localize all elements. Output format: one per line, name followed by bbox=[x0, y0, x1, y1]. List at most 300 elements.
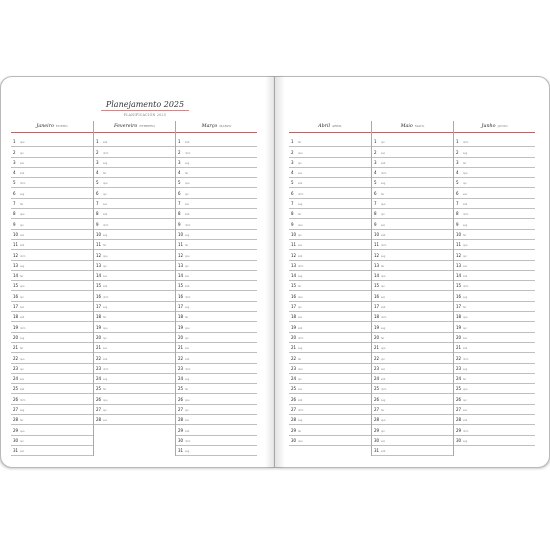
day-row[interactable] bbox=[289, 405, 371, 415]
planner-heading bbox=[101, 100, 189, 117]
day-number: 3 bbox=[13, 159, 16, 165]
day-row[interactable] bbox=[372, 312, 453, 322]
weekday-label: qua bbox=[185, 182, 190, 186]
day-number: 21 bbox=[13, 345, 19, 351]
day-row[interactable] bbox=[372, 374, 453, 384]
day-row[interactable] bbox=[454, 374, 535, 384]
day-row[interactable] bbox=[94, 415, 175, 425]
weekday-label: ter bbox=[463, 378, 467, 382]
day-row[interactable] bbox=[176, 425, 257, 435]
month-subname: MARZO bbox=[219, 124, 232, 128]
day-row[interactable] bbox=[372, 168, 453, 178]
weekday-label: dom bbox=[463, 429, 469, 433]
day-row[interactable] bbox=[289, 333, 371, 343]
day-row[interactable] bbox=[372, 425, 453, 435]
weekday-label: qui bbox=[298, 233, 302, 237]
weekday-label: qui bbox=[20, 439, 24, 443]
day-row[interactable] bbox=[94, 250, 175, 260]
day-number: 28 bbox=[96, 417, 102, 423]
weekday-label: seg bbox=[185, 306, 190, 310]
weekday-label: seg bbox=[185, 161, 190, 165]
weekday-label: ter bbox=[298, 213, 302, 217]
day-row[interactable] bbox=[454, 261, 535, 271]
month-column bbox=[175, 121, 257, 456]
day-row[interactable] bbox=[454, 415, 535, 425]
weekday-label: seg bbox=[103, 378, 108, 382]
weekday-label: qui bbox=[381, 141, 385, 145]
day-row[interactable] bbox=[176, 322, 257, 332]
weekday-label: sáb bbox=[298, 182, 303, 186]
day-row[interactable] bbox=[289, 374, 371, 384]
day-row[interactable] bbox=[94, 261, 175, 271]
day-row[interactable] bbox=[11, 158, 93, 168]
day-row[interactable] bbox=[454, 230, 535, 240]
day-row[interactable] bbox=[94, 240, 175, 250]
day-number: 26 bbox=[374, 396, 380, 402]
day-row[interactable] bbox=[11, 364, 93, 374]
empty-row bbox=[454, 446, 535, 456]
day-row[interactable] bbox=[11, 281, 93, 291]
day-number: 5 bbox=[374, 180, 377, 186]
weekday-label: sex bbox=[298, 172, 303, 176]
weekday-label: qui bbox=[463, 326, 467, 330]
weekday-label: sáb bbox=[185, 285, 190, 289]
day-row[interactable] bbox=[176, 333, 257, 343]
day-number: 11 bbox=[178, 242, 184, 248]
day-number: 17 bbox=[374, 304, 380, 310]
day-number: 10 bbox=[374, 231, 380, 237]
day-row[interactable] bbox=[372, 394, 453, 404]
weekday-label: sex bbox=[20, 233, 25, 237]
day-row[interactable] bbox=[11, 394, 93, 404]
day-number: 26 bbox=[456, 396, 462, 402]
day-row[interactable] bbox=[289, 209, 371, 219]
day-row[interactable] bbox=[176, 199, 257, 209]
day-number: 3 bbox=[96, 159, 99, 165]
day-row[interactable] bbox=[11, 209, 93, 219]
day-row[interactable] bbox=[11, 178, 93, 188]
day-row[interactable] bbox=[372, 302, 453, 312]
open-planner-book bbox=[0, 76, 550, 472]
weekday-label: sáb bbox=[298, 326, 303, 330]
weekday-label: seg bbox=[185, 378, 190, 382]
weekday-label: qua bbox=[381, 203, 386, 207]
month-days bbox=[94, 133, 175, 456]
day-row[interactable] bbox=[454, 178, 535, 188]
month-subname: ENERO bbox=[55, 124, 68, 128]
month-subname: MAYO bbox=[414, 124, 425, 128]
day-row[interactable] bbox=[454, 209, 535, 219]
month-column bbox=[11, 121, 93, 456]
day-row[interactable] bbox=[11, 436, 93, 446]
day-row[interactable] bbox=[176, 178, 257, 188]
day-row[interactable] bbox=[94, 322, 175, 332]
day-row[interactable] bbox=[454, 188, 535, 198]
day-row[interactable] bbox=[454, 250, 535, 260]
day-row[interactable] bbox=[11, 219, 93, 229]
day-number: 29 bbox=[374, 427, 380, 433]
weekday-label: sáb bbox=[103, 285, 108, 289]
day-row[interactable] bbox=[289, 364, 371, 374]
weekday-label: dom bbox=[298, 192, 304, 196]
day-row[interactable] bbox=[372, 240, 453, 250]
day-row[interactable] bbox=[11, 322, 93, 332]
weekday-label: seg bbox=[381, 182, 386, 186]
day-row[interactable] bbox=[176, 384, 257, 394]
day-row[interactable] bbox=[176, 271, 257, 281]
day-row[interactable] bbox=[176, 147, 257, 157]
day-row[interactable] bbox=[11, 261, 93, 271]
day-row[interactable] bbox=[372, 405, 453, 415]
weekday-label: sex bbox=[381, 223, 386, 227]
day-row[interactable] bbox=[176, 188, 257, 198]
day-row[interactable] bbox=[372, 436, 453, 446]
day-number: 20 bbox=[13, 334, 19, 340]
day-row[interactable] bbox=[289, 219, 371, 229]
weekday-label: sáb bbox=[20, 316, 25, 320]
day-row[interactable] bbox=[176, 230, 257, 240]
weekday-label: sex bbox=[298, 316, 303, 320]
weekday-label: seg bbox=[298, 347, 303, 351]
day-row[interactable] bbox=[176, 158, 257, 168]
day-row[interactable] bbox=[94, 137, 175, 147]
day-row[interactable] bbox=[94, 302, 175, 312]
weekday-label: sex bbox=[381, 151, 386, 155]
day-number: 23 bbox=[456, 365, 462, 371]
day-row[interactable] bbox=[454, 436, 535, 446]
day-row[interactable] bbox=[372, 178, 453, 188]
weekday-label: sex bbox=[381, 439, 386, 443]
day-row[interactable] bbox=[94, 374, 175, 384]
weekday-label: seg bbox=[463, 223, 468, 227]
day-row[interactable] bbox=[11, 312, 93, 322]
day-row[interactable] bbox=[289, 343, 371, 353]
weekday-label: sáb bbox=[463, 347, 468, 351]
day-row[interactable] bbox=[454, 343, 535, 353]
day-number: 21 bbox=[96, 345, 102, 351]
day-row[interactable] bbox=[289, 271, 371, 281]
day-row[interactable] bbox=[372, 261, 453, 271]
day-row[interactable] bbox=[11, 230, 93, 240]
day-row[interactable] bbox=[11, 425, 93, 435]
day-row[interactable] bbox=[289, 312, 371, 322]
day-row[interactable] bbox=[454, 168, 535, 178]
day-number: 11 bbox=[96, 242, 102, 248]
weekday-label: ter bbox=[20, 419, 24, 423]
day-row[interactable] bbox=[176, 291, 257, 301]
day-number: 6 bbox=[13, 190, 16, 196]
day-row[interactable] bbox=[11, 302, 93, 312]
day-row[interactable] bbox=[454, 394, 535, 404]
day-row[interactable] bbox=[11, 353, 93, 363]
day-row[interactable] bbox=[289, 322, 371, 332]
day-row[interactable] bbox=[289, 188, 371, 198]
day-row[interactable] bbox=[94, 281, 175, 291]
day-row[interactable] bbox=[372, 384, 453, 394]
day-row[interactable] bbox=[454, 147, 535, 157]
weekday-label: sáb bbox=[298, 254, 303, 258]
day-row[interactable] bbox=[372, 415, 453, 425]
day-row[interactable] bbox=[454, 219, 535, 229]
day-row[interactable] bbox=[176, 312, 257, 322]
day-row[interactable] bbox=[94, 147, 175, 157]
month-name: Abril bbox=[318, 124, 331, 129]
weekday-label: qua bbox=[185, 326, 190, 330]
weekday-label: dom bbox=[381, 388, 387, 392]
weekday-label: sex bbox=[185, 347, 190, 351]
day-row[interactable] bbox=[372, 199, 453, 209]
day-row[interactable] bbox=[289, 137, 371, 147]
weekday-label: qua bbox=[20, 357, 25, 361]
weekday-label: qua bbox=[463, 316, 468, 320]
day-row[interactable] bbox=[454, 425, 535, 435]
day-row[interactable] bbox=[372, 209, 453, 219]
day-row[interactable] bbox=[176, 219, 257, 229]
day-row[interactable] bbox=[289, 158, 371, 168]
month-header bbox=[372, 121, 453, 133]
day-row[interactable] bbox=[94, 158, 175, 168]
day-number: 14 bbox=[178, 273, 184, 279]
day-row[interactable] bbox=[11, 333, 93, 343]
day-row[interactable] bbox=[372, 343, 453, 353]
right-month-grid bbox=[289, 121, 535, 456]
day-number: 12 bbox=[178, 252, 184, 258]
month-name: Janeiro bbox=[36, 124, 54, 129]
weekday-label: dom bbox=[20, 326, 26, 330]
day-row[interactable] bbox=[289, 168, 371, 178]
day-row[interactable] bbox=[454, 281, 535, 291]
day-row[interactable] bbox=[454, 384, 535, 394]
day-row[interactable] bbox=[289, 415, 371, 425]
day-number: 10 bbox=[13, 231, 19, 237]
day-row[interactable] bbox=[176, 261, 257, 271]
day-row[interactable] bbox=[11, 405, 93, 415]
day-row[interactable] bbox=[176, 281, 257, 291]
day-row[interactable] bbox=[372, 137, 453, 147]
day-row[interactable] bbox=[454, 322, 535, 332]
day-row[interactable] bbox=[454, 158, 535, 168]
day-number: 28 bbox=[456, 417, 462, 423]
day-row[interactable] bbox=[176, 250, 257, 260]
day-row[interactable] bbox=[289, 384, 371, 394]
day-row[interactable] bbox=[94, 271, 175, 281]
day-number: 17 bbox=[13, 304, 19, 310]
day-row[interactable] bbox=[289, 147, 371, 157]
day-row[interactable] bbox=[372, 147, 453, 157]
day-number: 14 bbox=[13, 273, 19, 279]
weekday-label: sex bbox=[185, 419, 190, 423]
day-row[interactable] bbox=[176, 209, 257, 219]
month-subname: JUNIO bbox=[497, 124, 508, 128]
day-row[interactable] bbox=[454, 333, 535, 343]
day-row[interactable] bbox=[454, 353, 535, 363]
day-number: 30 bbox=[178, 437, 184, 443]
day-number: 8 bbox=[13, 211, 16, 217]
day-row[interactable] bbox=[289, 353, 371, 363]
day-row[interactable] bbox=[454, 271, 535, 281]
day-row[interactable] bbox=[176, 446, 257, 456]
day-row[interactable] bbox=[94, 199, 175, 209]
day-row[interactable] bbox=[11, 240, 93, 250]
day-row[interactable] bbox=[11, 291, 93, 301]
day-row[interactable] bbox=[372, 158, 453, 168]
day-row[interactable] bbox=[176, 302, 257, 312]
day-row[interactable] bbox=[94, 353, 175, 363]
day-row[interactable] bbox=[176, 353, 257, 363]
day-row[interactable] bbox=[94, 384, 175, 394]
day-row[interactable] bbox=[11, 446, 93, 456]
day-row[interactable] bbox=[372, 291, 453, 301]
day-row[interactable] bbox=[289, 436, 371, 446]
day-row[interactable] bbox=[454, 405, 535, 415]
day-row[interactable] bbox=[94, 188, 175, 198]
day-number: 14 bbox=[456, 273, 462, 279]
day-row[interactable] bbox=[176, 168, 257, 178]
day-row[interactable] bbox=[454, 199, 535, 209]
day-number: 8 bbox=[178, 211, 181, 217]
day-number: 8 bbox=[291, 211, 294, 217]
day-number: 25 bbox=[13, 386, 19, 392]
weekday-label: ter bbox=[463, 306, 467, 310]
day-row[interactable] bbox=[372, 353, 453, 363]
day-row[interactable] bbox=[372, 230, 453, 240]
day-row[interactable] bbox=[94, 333, 175, 343]
day-number: 13 bbox=[178, 262, 184, 268]
day-row[interactable] bbox=[11, 384, 93, 394]
day-row[interactable] bbox=[372, 188, 453, 198]
day-number: 22 bbox=[178, 355, 184, 361]
weekday-label: qua bbox=[20, 141, 25, 145]
day-number: 23 bbox=[291, 365, 297, 371]
day-row[interactable] bbox=[11, 415, 93, 425]
day-row[interactable] bbox=[372, 219, 453, 229]
day-row[interactable] bbox=[176, 405, 257, 415]
day-row[interactable] bbox=[11, 250, 93, 260]
weekday-label: qua bbox=[20, 429, 25, 433]
day-row[interactable] bbox=[372, 333, 453, 343]
day-row[interactable] bbox=[11, 343, 93, 353]
day-row[interactable] bbox=[454, 364, 535, 374]
day-row[interactable] bbox=[94, 405, 175, 415]
day-row[interactable] bbox=[289, 199, 371, 209]
day-row[interactable] bbox=[11, 137, 93, 147]
day-row[interactable] bbox=[176, 374, 257, 384]
weekday-label: dom bbox=[463, 213, 469, 217]
day-row[interactable] bbox=[289, 281, 371, 291]
weekday-label: ter bbox=[20, 203, 24, 207]
day-row[interactable] bbox=[454, 240, 535, 250]
weekday-label: qua bbox=[463, 244, 468, 248]
day-row[interactable] bbox=[372, 281, 453, 291]
day-row[interactable] bbox=[94, 394, 175, 404]
weekday-label: qui bbox=[103, 264, 107, 268]
day-row[interactable] bbox=[454, 312, 535, 322]
day-number: 12 bbox=[13, 252, 19, 258]
weekday-label: qua bbox=[298, 223, 303, 227]
day-row[interactable] bbox=[289, 230, 371, 240]
day-row[interactable] bbox=[372, 271, 453, 281]
day-row[interactable] bbox=[372, 250, 453, 260]
day-row[interactable] bbox=[289, 291, 371, 301]
day-row[interactable] bbox=[454, 291, 535, 301]
day-number: 24 bbox=[178, 376, 184, 382]
day-row[interactable] bbox=[372, 322, 453, 332]
day-row[interactable] bbox=[94, 168, 175, 178]
month-column bbox=[371, 121, 453, 456]
day-row[interactable] bbox=[289, 394, 371, 404]
day-row[interactable] bbox=[11, 271, 93, 281]
day-row[interactable] bbox=[94, 230, 175, 240]
day-row[interactable] bbox=[289, 302, 371, 312]
weekday-label: sáb bbox=[381, 161, 386, 165]
day-row[interactable] bbox=[289, 425, 371, 435]
weekday-label: seg bbox=[20, 192, 25, 196]
day-row[interactable] bbox=[94, 219, 175, 229]
day-row[interactable] bbox=[94, 291, 175, 301]
day-row[interactable] bbox=[176, 436, 257, 446]
day-row[interactable] bbox=[372, 446, 453, 456]
day-row[interactable] bbox=[176, 240, 257, 250]
day-row[interactable] bbox=[94, 343, 175, 353]
weekday-label: dom bbox=[185, 295, 191, 299]
day-row[interactable] bbox=[454, 137, 535, 147]
day-number: 10 bbox=[456, 231, 462, 237]
weekday-label: qui bbox=[463, 182, 467, 186]
day-number: 31 bbox=[374, 448, 380, 454]
day-row[interactable] bbox=[94, 312, 175, 322]
day-row[interactable] bbox=[176, 137, 257, 147]
month-days bbox=[454, 133, 535, 456]
day-row[interactable] bbox=[289, 240, 371, 250]
day-row[interactable] bbox=[94, 209, 175, 219]
day-row[interactable] bbox=[289, 261, 371, 271]
day-number: 14 bbox=[374, 273, 380, 279]
day-row[interactable] bbox=[289, 178, 371, 188]
day-number: 15 bbox=[291, 283, 297, 289]
day-row[interactable] bbox=[94, 364, 175, 374]
weekday-label: sex bbox=[103, 347, 108, 351]
day-number: 9 bbox=[178, 221, 181, 227]
day-row[interactable] bbox=[176, 415, 257, 425]
weekday-label: sex bbox=[103, 203, 108, 207]
day-row[interactable] bbox=[11, 188, 93, 198]
weekday-label: sáb bbox=[20, 244, 25, 248]
left-page bbox=[0, 76, 276, 468]
day-number: 4 bbox=[374, 170, 377, 176]
day-row[interactable] bbox=[454, 302, 535, 312]
day-row[interactable] bbox=[176, 343, 257, 353]
day-number: 4 bbox=[456, 170, 459, 176]
day-row[interactable] bbox=[11, 147, 93, 157]
day-number: 17 bbox=[178, 304, 184, 310]
day-row[interactable] bbox=[11, 199, 93, 209]
day-number: 23 bbox=[374, 365, 380, 371]
weekday-label: sáb bbox=[381, 306, 386, 310]
day-row[interactable] bbox=[176, 364, 257, 374]
day-number: 6 bbox=[374, 190, 377, 196]
weekday-label: seg bbox=[103, 161, 108, 165]
day-row[interactable] bbox=[289, 250, 371, 260]
day-row[interactable] bbox=[11, 374, 93, 384]
day-number: 8 bbox=[456, 211, 459, 217]
weekday-label: dom bbox=[20, 254, 26, 258]
day-row[interactable] bbox=[372, 364, 453, 374]
day-number: 18 bbox=[13, 314, 19, 320]
day-row[interactable] bbox=[11, 168, 93, 178]
day-row[interactable] bbox=[176, 394, 257, 404]
day-number: 13 bbox=[291, 262, 297, 268]
day-row[interactable] bbox=[94, 178, 175, 188]
